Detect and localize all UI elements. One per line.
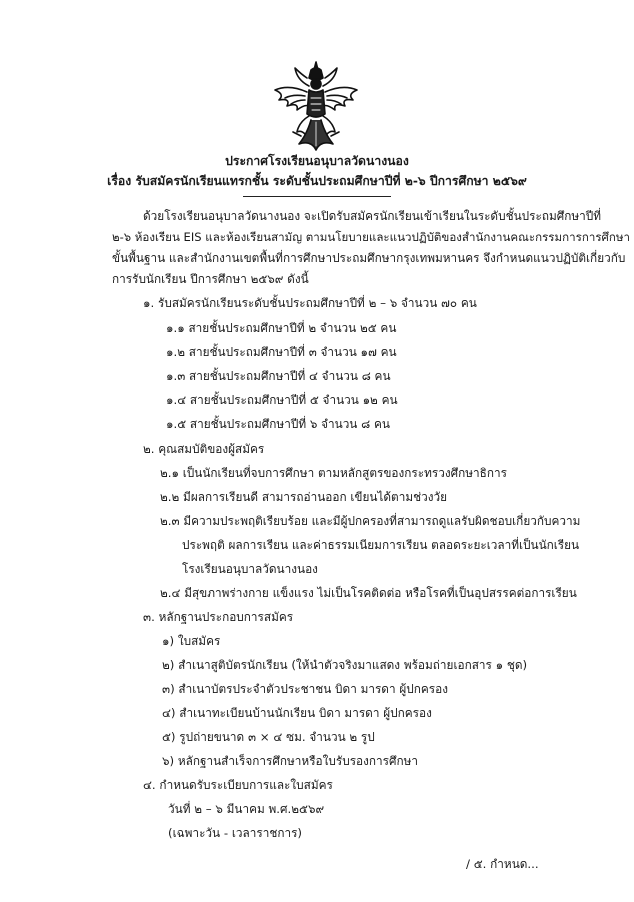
- intro-line-4: การรับนักเรียน ปีการศึกษา ๒๕๖๙ ดังนี้: [112, 272, 309, 286]
- section2-item: ๒.๑ เป็นนักเรียนที่จบการศึกษา ตามหลักสูตรของกระทรวงศึกษาธิการ: [160, 466, 507, 480]
- section3-item: ๑) ใบสมัคร: [162, 634, 221, 648]
- section3-item: ๓) สำเนาบัตรประจำตัวประชาชน บิดา มารดา ผู้ปกครอง: [162, 682, 448, 696]
- section3-item: ๒) สำเนาสูติบัตรนักเรียน (ให้นำตัวจริงมาแสดง พร้อมถ่ายเอกสาร ๑ ชุด): [162, 658, 528, 672]
- page-continuation: / ๕. กำหนด...: [466, 857, 539, 871]
- announcement-title: ประกาศโรงเรียนอนุบาลวัดนางนอง: [225, 154, 409, 168]
- section1-item: ๑.๑ สายชั้นประถมศึกษาปีที่ ๒ จำนวน ๒๕ คน: [166, 321, 397, 335]
- section3-item: ๔) สำเนาทะเบียนบ้านนักเรียน บิดา มารดา ผู้ปกครอง: [162, 706, 432, 720]
- section4-heading: ๔. กำหนดรับระเบียบการและใบสมัคร: [143, 778, 333, 792]
- announcement-subject: เรื่อง รับสมัครนักเรียนแทรกชั้น ระดับชั้นประถมศึกษาปีที่ ๒-๖ ปีการศึกษา ๒๕๖๙: [107, 174, 527, 188]
- intro-line-2: ๒-๖ ห้องเรียน EIS และห้องเรียนสามัญ ตามนโยบายและแนวปฏิบัติของสำนักงานคณะกรรมการการศึกษา: [112, 230, 631, 244]
- section1-item: ๑.๓ สายชั้นประถมศึกษาปีที่ ๔ จำนวน ๘ คน: [166, 369, 391, 383]
- section1-item: ๑.๒ สายชั้นประถมศึกษาปีที่ ๓ จำนวน ๑๗ คน: [166, 345, 397, 359]
- section2-heading: ๒. คุณสมบัติของผู้สมัคร: [143, 442, 265, 456]
- section4-note: (เฉพาะวัน - เวลาราชการ): [168, 826, 303, 840]
- section2-item: ๒.๔ มีสุขภาพร่างกาย แข็งแรง ไม่เป็นโรคติดต่อ หรือโรคที่เป็นอุปสรรคต่อการเรียน: [160, 586, 577, 600]
- section1-item: ๑.๕ สายชั้นประถมศึกษาปีที่ ๖ จำนวน ๘ คน: [166, 417, 390, 431]
- section2-item: ๒.๒ มีผลการเรียนดี สามารถอ่านออก เขียนได้ตามช่วงวัย: [160, 490, 448, 504]
- intro-line-1: ด้วยโรงเรียนอนุบาลวัดนางนอง จะเปิดรับสมัครนักเรียนเข้าเรียนในระดับชั้นประถมศึกษาปีที่: [143, 209, 602, 223]
- section1-item: ๑.๔ สายชั้นประถมศึกษาปีที่ ๕ จำนวน ๑๒ คน: [166, 393, 398, 407]
- intro-line-3: ขั้นพื้นฐาน และสำนักงานเขตพื้นที่การศึกษาประถมศึกษากรุงเทพมหานคร จึงกำหนดแนวปฏิบัติเกี่ยวกับ: [112, 251, 626, 265]
- section2-item-continued: ประพฤติ ผลการเรียน และค่าธรรมเนียมการเรียน ตลอดระยะเวลาที่เป็นนักเรียน: [182, 538, 580, 552]
- garuda-emblem-icon: [271, 60, 361, 152]
- section1-heading: ๑. รับสมัครนักเรียนระดับชั้นประถมศึกษาปีที่ ๒ – ๖ จำนวน ๗๐ คน: [143, 296, 477, 310]
- section4-date: วันที่ ๒ – ๖ มีนาคม พ.ศ.๒๕๖๙: [168, 802, 325, 816]
- section2-item: ๒.๓ มีความประพฤติเรียบร้อย และมีผู้ปกครองที่สามารถดูแลรับผิดชอบเกี่ยวกับความ: [160, 514, 581, 528]
- section3-heading: ๓. หลักฐานประกอบการสมัคร: [143, 610, 294, 624]
- section3-item: ๖) หลักฐานสำเร็จการศึกษาหรือใบรับรองการศึกษา: [162, 754, 419, 768]
- section2-item-continued: โรงเรียนอนุบาลวัดนางนอง: [182, 562, 318, 576]
- section3-item: ๕) รูปถ่ายขนาด ๓ × ๔ ซม. จำนวน ๒ รูป: [162, 730, 375, 744]
- title-divider: [243, 196, 391, 197]
